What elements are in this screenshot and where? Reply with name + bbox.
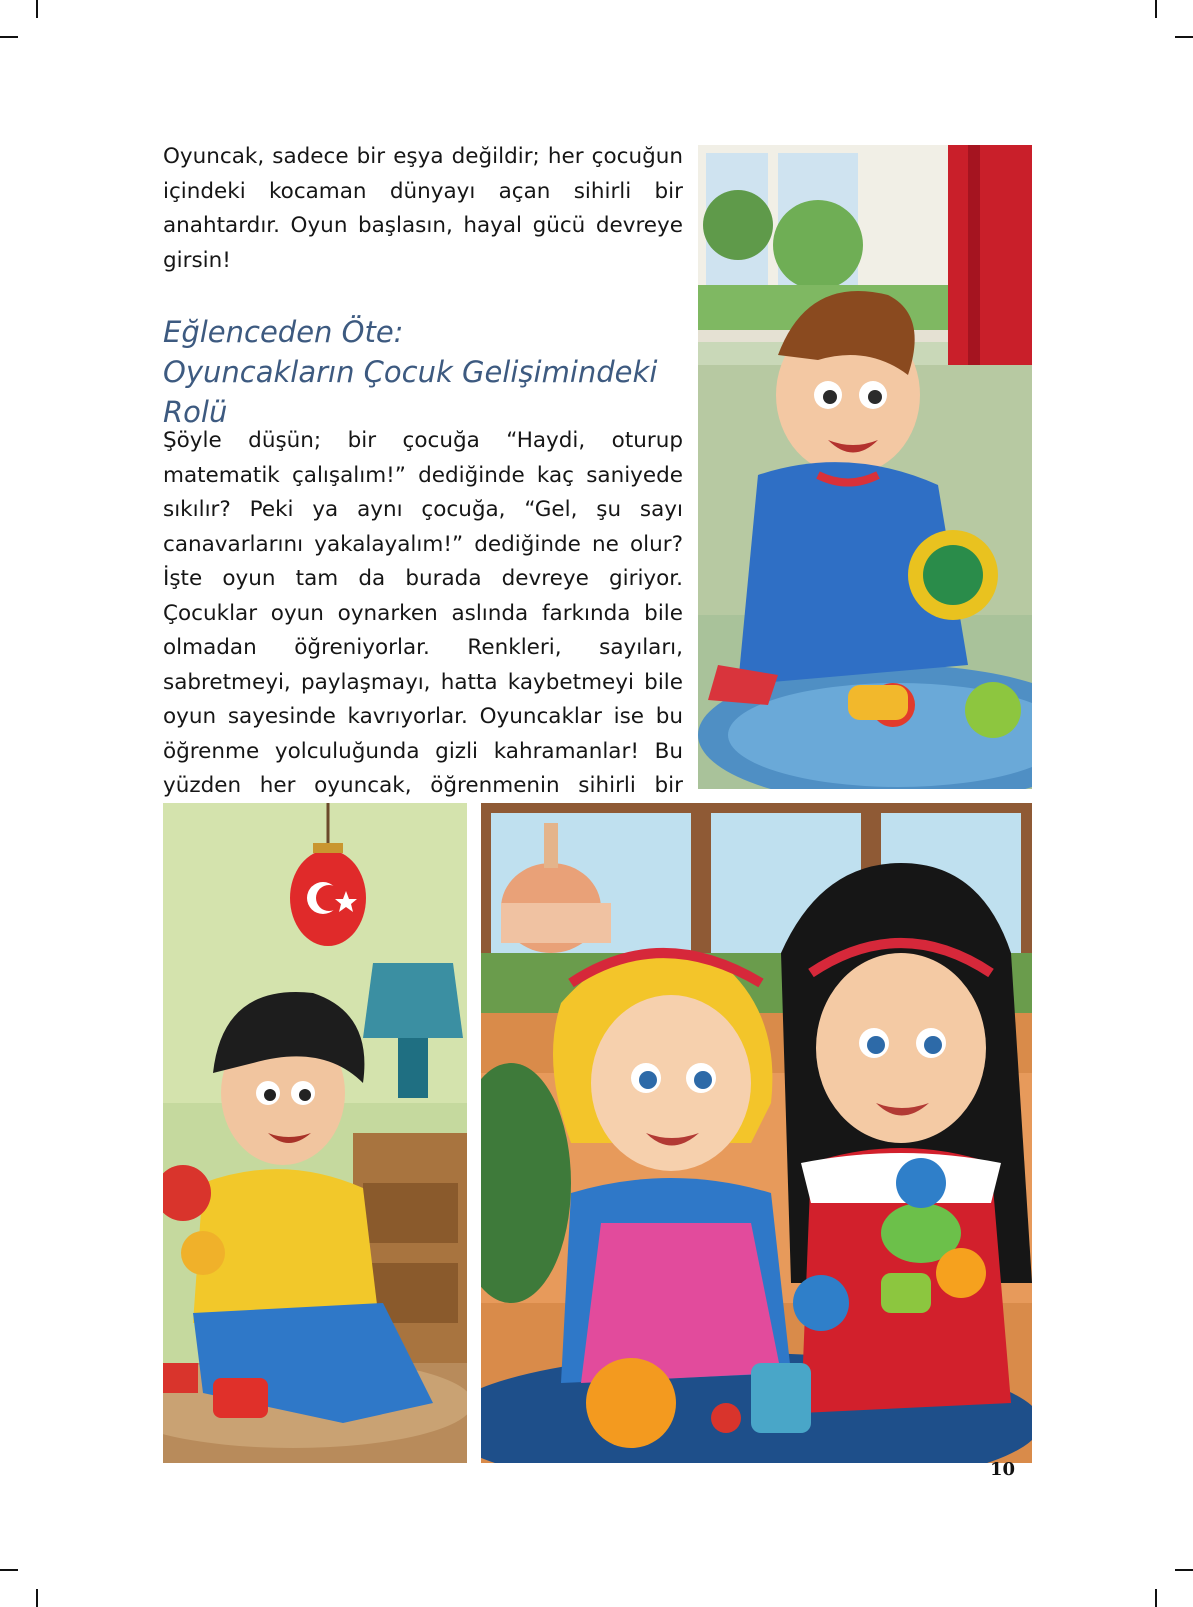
- illustration-boy-window: [698, 145, 1032, 789]
- crop-mark: [36, 0, 38, 18]
- crop-mark: [1155, 0, 1157, 18]
- crop-mark: [36, 1589, 38, 1607]
- body-paragraph: Şöyle düşün; bir çocuğa “Haydi, oturup matematik çalışalım!” dediğinde kaç saniyede sıkılır? Peki ya aynı çocuğa, “Gel, şu sayı canavarlarını yakalayalım!” dediğinde ne olur? İşte oyun tam da burada devreye giriyor. Çocuklar oyun oynarken aslında farkında bile olmadan öğreniyorlar. Renkleri, sayıları, sabretmeyi, paylaşmayı, hatta kaybetmeyi bile oyun sayesinde kavrıyorlar. Oyuncaklar ise bu öğrenme yolculuğunda gizli kahramanlar! Bu yüzden her oyuncak, öğrenmenin sihirli bir: [163, 428, 683, 798]
- section-heading-line2: Oyuncakların Çocuk Gelişimindeki Rolü: [163, 355, 658, 429]
- crop-mark: [1175, 36, 1193, 38]
- illustration-two-girls: [481, 803, 1032, 1463]
- crop-mark: [1155, 1589, 1157, 1607]
- crop-mark: [1175, 1569, 1193, 1571]
- crop-mark: [0, 1569, 18, 1571]
- illustration-boy-lantern: [163, 803, 467, 1463]
- section-heading: [163, 312, 703, 432]
- intro-paragraph: Oyuncak, sadece bir eşya değildir; her çocuğun içindeki kocaman dünyayı açan sihirli bir anahtardır. Oyun başlasın, hayal gücü devreye girsin!: [163, 144, 683, 273]
- page-number: 10: [990, 1459, 1016, 1480]
- section-heading-line1: Eğlenceden Öte:: [163, 315, 404, 349]
- crop-mark: [0, 36, 18, 38]
